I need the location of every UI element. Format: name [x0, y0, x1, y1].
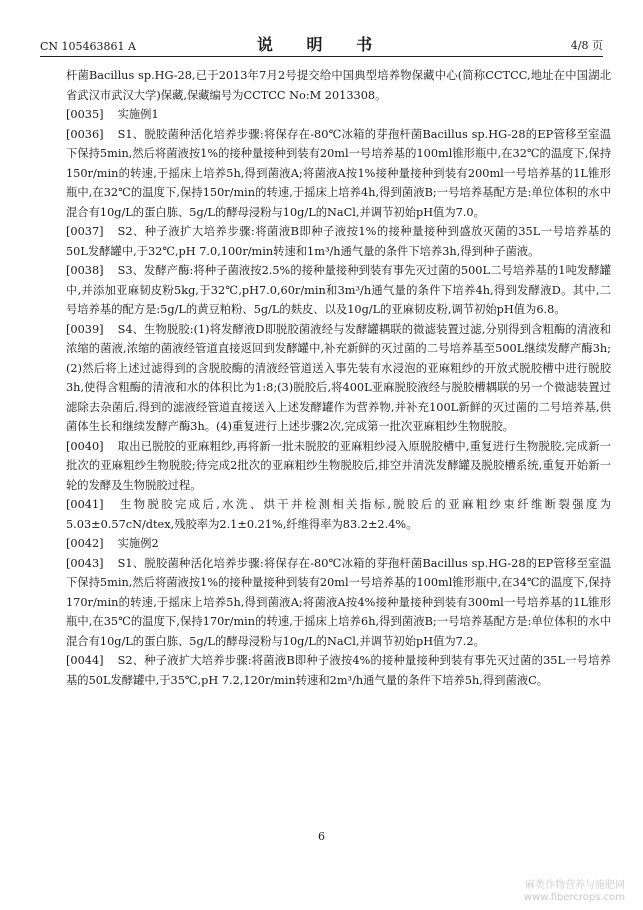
paragraph-0035: [0035] 实施例1 [66, 105, 611, 125]
paragraph-0042: [0042] 实施例2 [66, 534, 611, 554]
page-number: 6 [318, 830, 325, 843]
document-body [66, 66, 611, 690]
paragraph-number: [0038] [66, 264, 104, 277]
patent-number: CN 105463861 A [40, 40, 136, 53]
document-title: 说 明 书 [256, 35, 387, 54]
paragraph-0040: [0040] 取出已脱胶的亚麻粗纱,再将新一批未脱胶的亚麻粗纱浸入原脱胶槽中,重复进行生物脱胶,完成新一批次的亚麻粗纱生物脱胶;待完成2批次的亚麻粗纱生物脱胶后,排空并清洗发酵罐及脱胶槽系统,重复开始新一轮的发酵及生物脱胶过程。 [66, 437, 611, 496]
watermark-line-1: 麻类作物营养与施肥网 [525, 880, 625, 891]
paragraph-number: [0039] [66, 322, 104, 336]
paragraph-0043: [0043] S1、脱胶菌种活化培养步骤:将保存在-80℃冰箱的芽孢杆菌Bacillus sp.HG-28的EP管移至室温下保持5min,然后将菌液按1%的接种量接种到装有20ml一号培养基的100ml锥形瓶中,在34℃的温度下,保持170r/min的转速,于摇床上培养5h,得到菌液A;将菌液A按4%接种量接种到装有300ml一号培养基的1L锥形瓶中,在35℃的温度下,保持170r/min的转速,于摇床上培养6h,得到菌液B;一号培养基配方是:单位体积的水中混合有10g/L的蛋白胨、5g/L的酵母浸粉与10g/L的NaCl,并调节初始pH值为7.2。 [66, 554, 611, 652]
paragraph-number: [0042] [66, 537, 104, 550]
site-watermark [524, 880, 625, 904]
page-indicator: 4/8 页 [570, 39, 603, 52]
paragraph-number: [0044] [66, 654, 104, 667]
paragraph-0037: [0037] S2、种子液扩大培养步骤:将菌液B即种子液按1%的接种量接种到盛放灭菌的35L一号培养基的50L发酵罐中,于32℃,pH 7.0,100r/min转速和1m³/h通气量的条件下培养3h,得到种子菌液。 [66, 222, 611, 261]
watermark-line-2: www.fibercrops.com [523, 892, 625, 903]
paragraph-number: [0037] [66, 225, 104, 238]
paragraph-number: [0035] [66, 108, 104, 121]
paragraph-0041: [0041] 生物脱胶完成后,水洗、烘干并检测相关指标,脱胶后的亚麻粗纱束纤维断裂强度为5.03±0.57cN/dtex,残胶率为2.1±0.21%,纤维得率为83.2±2.4%。 [66, 495, 611, 534]
paragraph-number: [0040] [66, 439, 104, 453]
paragraph-number: [0041] [66, 498, 104, 511]
paragraph-0036: [0036] S1、脱胶菌种活化培养步骤:将保存在-80℃冰箱的芽孢杆菌Bacillus sp.HG-28的EP管移至室温下保持5min,然后将菌液按1%的接种量接种到装有20ml一号培养基的100ml锥形瓶中,在32℃的温度下,保持150r/min的转速,于摇床上培养5h,得到菌液A;将菌液A按1%接种量接种到装有200ml一号培养基的1L锥形瓶中,在32℃的温度下,保持150r/min的转速,于摇床上培养4h,得到菌液B;一号培养基配方是:单位体积的水中混合有10g/L的蛋白胨、5g/L的酵母浸粉与10g/L的NaCl,并调节初始pH值为7.0。 [66, 125, 611, 223]
paragraph-number: [0043] [66, 556, 104, 570]
paragraph-continuation: 杆菌Bacillus sp.HG-28,已于2013年7月2号提交给中国典型培养物保藏中心(简称CCTCC,地址在中国湖北省武汉市武汉大学)保藏,保藏编号为CCTCC No:M 2013308。 [66, 69, 611, 102]
paragraph-0039: [0039] S4、生物脱胶:(1)将发酵液D即脱胶菌液经与发酵罐耦联的微滤装置过滤,分别得到含粗酶的清液和浓缩的菌液,浓缩的菌液经管道直接返回到发酵罐中,补充新鲜的灭过菌的二号培养基至500L继续发酵产酶3h;(2)然后将上述过滤得到的含脱胶酶的清液经管道送入事先装有水浸泡的亚麻粗纱的开放式脱胶槽中进行脱胶3h,使得含粗酶的清液和水的体积比为1:8;(3)脱胶后,将400L亚麻脱胶液经与脱胶槽耦联的另一个微滤装置过滤除去杂菌后,得到的滤液经管道直接送入上述发酵罐作为营养物,并补充100L新鲜的灭过菌的二号培养基,供菌体生长和继续发酵产酶3h。(4)重复进行上述步骤2次,完成第一批次亚麻粗纱生物脱胶。 [66, 320, 611, 437]
paragraph-number: [0036] [66, 127, 104, 141]
paragraph-0038: [0038] S3、发酵产酶:将种子菌液按2.5%的接种量接种到装有事先灭过菌的500L二号培养基的1吨发酵罐中,并添加亚麻韧皮粉5kg,于32℃,pH7.0,60r/min和3m³/h通气量的条件下培养4h,得到发酵液D。其中,二号培养基的配方是:5g/L的黄豆粕粉、5g/L的麸皮、以及10g/L的亚麻韧皮粉,调节初始pH值为6.8。 [66, 261, 611, 320]
page-header [40, 34, 603, 57]
paragraph-0044: [0044] S2、种子液扩大培养步骤:将菌液B即种子液按4%的接种量接种到装有事先灭过菌的35L一号培养基的50L发酵罐中,于35℃,pH 7.2,120r/min转速和2m³/h通气量的条件下培养5h,得到菌液C。 [66, 651, 611, 690]
